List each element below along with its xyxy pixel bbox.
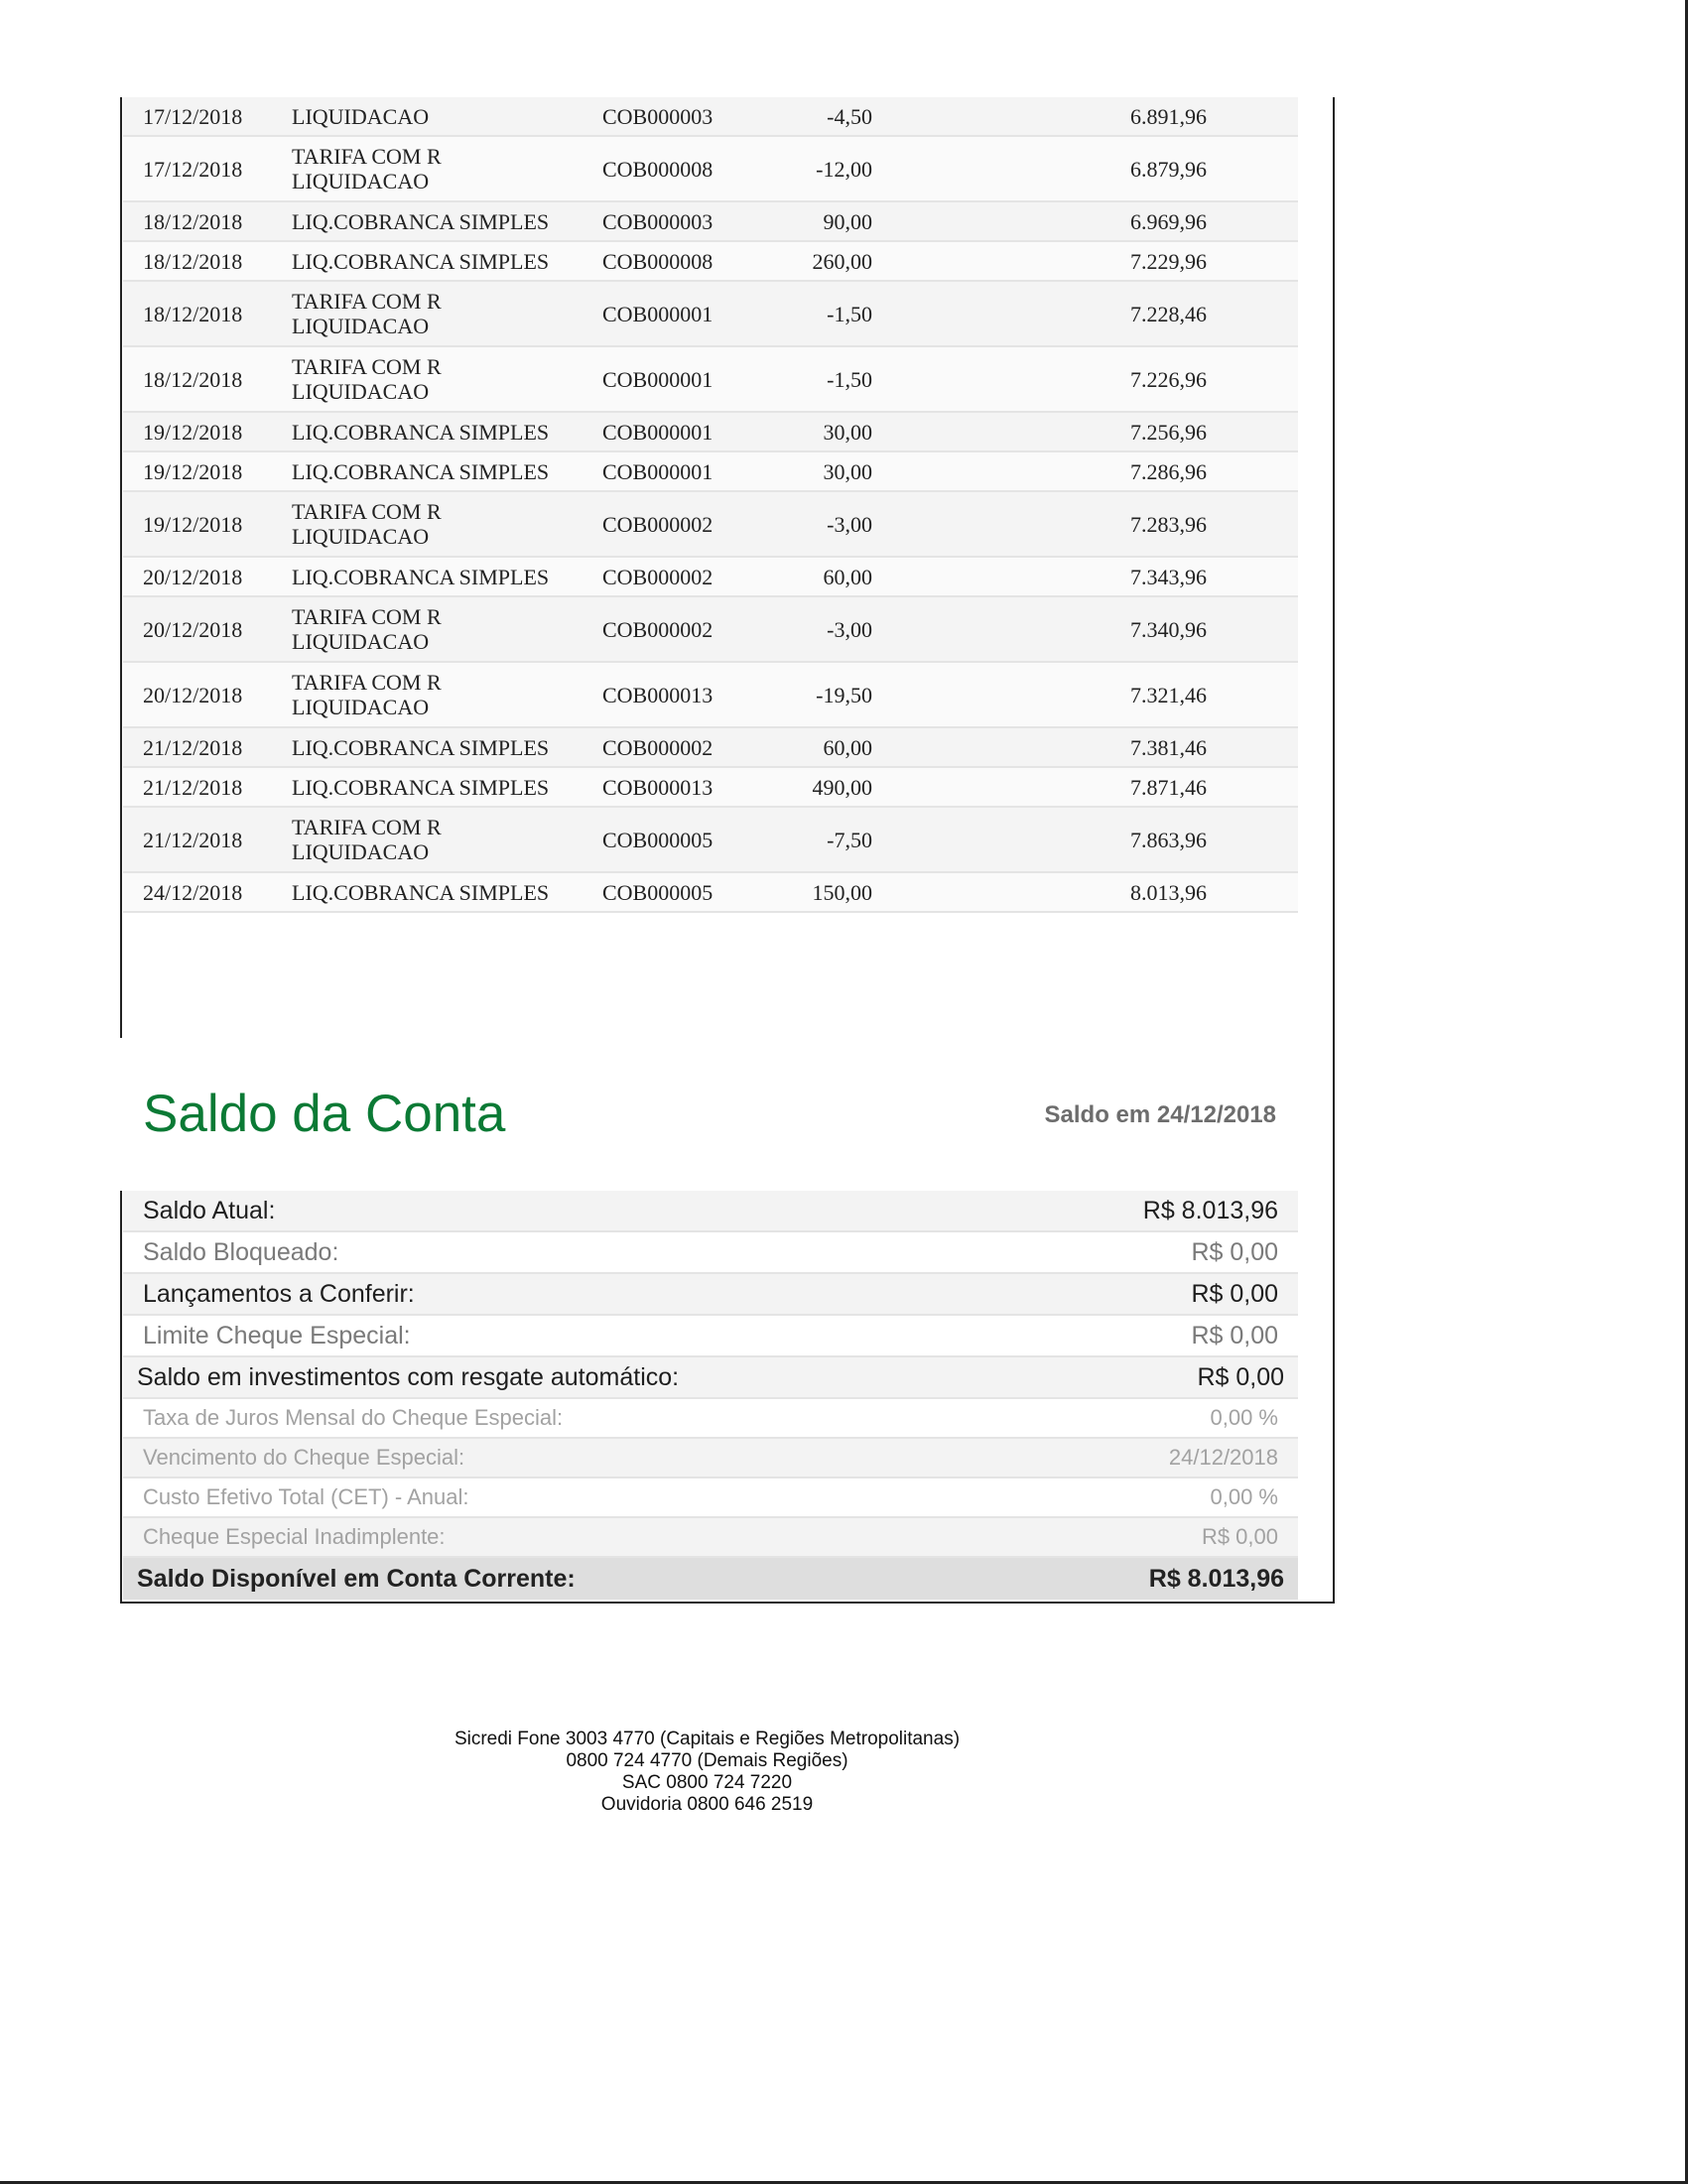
table-row	[123, 201, 1298, 241]
table-row	[123, 346, 1298, 412]
row-inadimplente	[123, 1518, 1298, 1558]
cell-date: 17/12/2018	[123, 136, 285, 201]
row-cet	[123, 1478, 1298, 1518]
cell-document: COB000001	[602, 281, 761, 346]
cell-description: LIQ.COBRANCA SIMPLES	[285, 412, 602, 451]
cell-description: LIQUIDACAO	[285, 97, 602, 136]
footer-contacts	[0, 1729, 1414, 1816]
cell-balance: 6.891,96	[872, 97, 1298, 136]
cell-document: COB000002	[602, 596, 761, 662]
cell-description: LIQ.COBRANCA SIMPLES	[285, 557, 602, 596]
value: R$ 0,00	[1201, 1524, 1278, 1549]
frame-left-line-lower	[120, 1191, 122, 1604]
label: Cheque Especial Inadimplente:	[143, 1524, 446, 1549]
cell-balance: 6.879,96	[872, 136, 1298, 201]
row-saldo-atual	[123, 1191, 1298, 1232]
cell-document: COB000002	[602, 727, 761, 767]
cell-date: 18/12/2018	[123, 241, 285, 281]
cell-date: 18/12/2018	[123, 346, 285, 412]
label: Saldo Bloqueado:	[143, 1237, 339, 1266]
table-row	[123, 136, 1298, 201]
cell-description: TARIFA COM R LIQUIDACAO	[285, 807, 602, 872]
transactions-table	[123, 97, 1298, 913]
table-row	[123, 491, 1298, 557]
cell-description: LIQ.COBRANCA SIMPLES	[285, 727, 602, 767]
label: Saldo em investimentos com resgate automático:	[137, 1362, 680, 1391]
cell-balance: 7.283,96	[872, 491, 1298, 557]
table-row	[123, 662, 1298, 727]
frame-left-line	[120, 97, 122, 1038]
cell-description: TARIFA COM R LIQUIDACAO	[285, 346, 602, 412]
cell-date: 17/12/2018	[123, 97, 285, 136]
cell-description: LIQ.COBRANCA SIMPLES	[285, 872, 602, 912]
frame-right-line	[1333, 97, 1335, 1604]
table-row	[123, 412, 1298, 451]
row-lancamentos	[123, 1274, 1298, 1316]
cell-description: TARIFA COM R LIQUIDACAO	[285, 596, 602, 662]
cell-description: TARIFA COM R LIQUIDACAO	[285, 281, 602, 346]
cell-description: TARIFA COM R LIQUIDACAO	[285, 136, 602, 201]
table-row	[123, 807, 1298, 872]
cell-value: 90,00	[761, 201, 872, 241]
cell-date: 20/12/2018	[123, 662, 285, 727]
cell-value: -4,50	[761, 97, 872, 136]
cell-balance: 7.381,46	[872, 727, 1298, 767]
cell-date: 21/12/2018	[123, 807, 285, 872]
row-vencimento	[123, 1439, 1298, 1478]
cell-date: 20/12/2018	[123, 596, 285, 662]
cell-value: 490,00	[761, 767, 872, 807]
cell-balance: 7.863,96	[872, 807, 1298, 872]
table-row	[123, 872, 1298, 912]
cell-document: COB000002	[602, 491, 761, 557]
cell-description: TARIFA COM R LIQUIDACAO	[285, 662, 602, 727]
value: 24/12/2018	[1168, 1445, 1278, 1470]
cell-description: LIQ.COBRANCA SIMPLES	[285, 201, 602, 241]
cell-description: LIQ.COBRANCA SIMPLES	[285, 241, 602, 281]
cell-document: COB000008	[602, 136, 761, 201]
footer-line-ouvidoria: Ouvidoria 0800 646 2519	[600, 1794, 814, 1815]
cell-date: 19/12/2018	[123, 412, 285, 451]
value: 0,00 %	[1210, 1484, 1278, 1509]
balance-table	[123, 1191, 1298, 1600]
cell-date: 20/12/2018	[123, 557, 285, 596]
cell-document: COB000003	[602, 201, 761, 241]
table-row	[123, 241, 1298, 281]
label: Lançamentos a Conferir:	[143, 1279, 415, 1308]
cell-value: -12,00	[761, 136, 872, 201]
cell-value: 60,00	[761, 557, 872, 596]
cell-document: COB000005	[602, 872, 761, 912]
cell-date: 19/12/2018	[123, 491, 285, 557]
cell-balance: 7.226,96	[872, 346, 1298, 412]
cell-value: -7,50	[761, 807, 872, 872]
footer-line-sac: SAC 0800 724 7220	[621, 1772, 793, 1793]
row-limite-cheque	[123, 1316, 1298, 1357]
cell-document: COB000002	[602, 557, 761, 596]
row-investimentos	[123, 1357, 1298, 1399]
cell-value: 30,00	[761, 412, 872, 451]
table-row	[123, 451, 1298, 491]
cell-value: -3,00	[761, 596, 872, 662]
cell-balance: 7.228,46	[872, 281, 1298, 346]
cell-balance: 7.340,96	[872, 596, 1298, 662]
cell-date: 21/12/2018	[123, 767, 285, 807]
cell-balance: 7.871,46	[872, 767, 1298, 807]
cell-document: COB000001	[602, 412, 761, 451]
cell-document: COB000013	[602, 767, 761, 807]
table-row	[123, 97, 1298, 136]
table-row	[123, 557, 1298, 596]
row-saldo-disponivel	[123, 1558, 1298, 1600]
value: R$ 0,00	[1191, 1237, 1278, 1266]
cell-balance: 7.229,96	[872, 241, 1298, 281]
label: Limite Cheque Especial:	[143, 1321, 411, 1349]
cell-value: -3,00	[761, 491, 872, 557]
row-saldo-bloqueado	[123, 1232, 1298, 1274]
value: R$ 8.013,96	[1148, 1564, 1284, 1593]
cell-document: COB000001	[602, 451, 761, 491]
cell-description: LIQ.COBRANCA SIMPLES	[285, 767, 602, 807]
label: Saldo Atual:	[143, 1196, 276, 1224]
table-row	[123, 767, 1298, 807]
balance-date: Saldo em 24/12/2018	[1044, 1101, 1276, 1128]
cell-balance: 7.343,96	[872, 557, 1298, 596]
cell-value: -1,50	[761, 281, 872, 346]
cell-document: COB000008	[602, 241, 761, 281]
footer-line-other-regions: 0800 724 4770 (Demais Regiões)	[566, 1750, 848, 1771]
cell-description: LIQ.COBRANCA SIMPLES	[285, 451, 602, 491]
row-taxa-juros	[123, 1399, 1298, 1439]
cell-date: 19/12/2018	[123, 451, 285, 491]
cell-date: 18/12/2018	[123, 201, 285, 241]
value: R$ 8.013,96	[1142, 1196, 1278, 1224]
cell-value: 60,00	[761, 727, 872, 767]
cell-date: 18/12/2018	[123, 281, 285, 346]
cell-date: 21/12/2018	[123, 727, 285, 767]
cell-document: COB000013	[602, 662, 761, 727]
table-row	[123, 596, 1298, 662]
label: Saldo Disponível em Conta Corrente:	[137, 1564, 576, 1593]
cell-balance: 7.256,96	[872, 412, 1298, 451]
cell-value: 30,00	[761, 451, 872, 491]
cell-value: -1,50	[761, 346, 872, 412]
value: R$ 0,00	[1191, 1279, 1278, 1308]
frame-bottom-line	[120, 1602, 1335, 1604]
cell-document: COB000005	[602, 807, 761, 872]
cell-balance: 6.969,96	[872, 201, 1298, 241]
label: Vencimento do Cheque Especial:	[143, 1445, 465, 1470]
cell-balance: 7.321,46	[872, 662, 1298, 727]
cell-value: 260,00	[761, 241, 872, 281]
label: Taxa de Juros Mensal do Cheque Especial:	[143, 1405, 564, 1430]
balance-section-title: Saldo da Conta	[143, 1085, 506, 1143]
cell-description: TARIFA COM R LIQUIDACAO	[285, 491, 602, 557]
cell-balance: 8.013,96	[872, 872, 1298, 912]
value: 0,00 %	[1210, 1405, 1278, 1430]
table-row	[123, 727, 1298, 767]
cell-value: -19,50	[761, 662, 872, 727]
value: R$ 0,00	[1197, 1362, 1284, 1391]
label: Custo Efetivo Total (CET) - Anual:	[143, 1484, 469, 1509]
cell-document: COB000001	[602, 346, 761, 412]
table-row	[123, 281, 1298, 346]
cell-document: COB000003	[602, 97, 761, 136]
cell-date: 24/12/2018	[123, 872, 285, 912]
cell-balance: 7.286,96	[872, 451, 1298, 491]
value: R$ 0,00	[1191, 1321, 1278, 1349]
footer-line-phone: Sicredi Fone 3003 4770 (Capitais e Regiões Metropolitanas)	[454, 1729, 961, 1749]
cell-value: 150,00	[761, 872, 872, 912]
